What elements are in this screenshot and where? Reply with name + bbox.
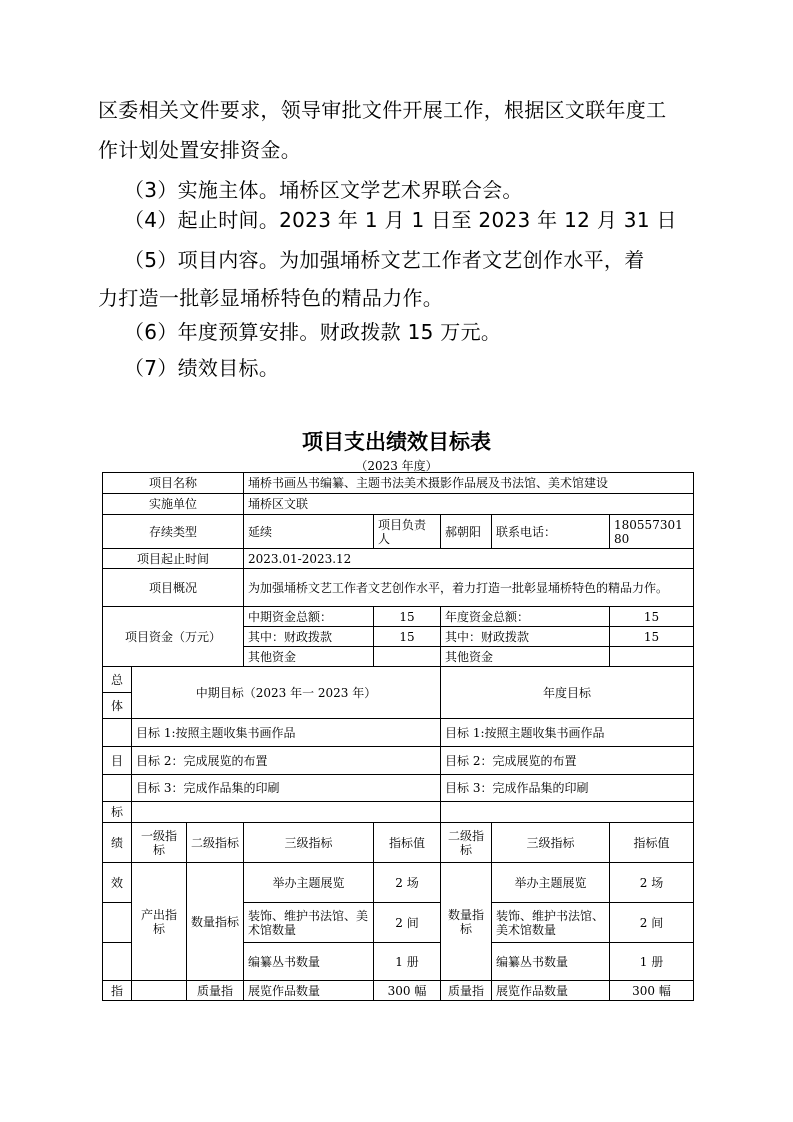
indicator-name: 装饰、维护书法馆、美术馆数量 — [492, 903, 610, 943]
indicator-name: 举办主题展览 — [244, 863, 374, 903]
indicator-side-char: 效 — [103, 863, 132, 903]
year-goal-item: 目标 1:按照主题收集书画作品 — [441, 719, 694, 747]
leader-value: 郝朝阳 — [441, 515, 492, 549]
quality-indicator-label: 质量指 — [441, 981, 492, 1001]
type-value: 延续 — [244, 515, 374, 549]
indicator-value: 2 场 — [610, 863, 694, 903]
type-label: 存续类型 — [103, 515, 244, 549]
year-goal-blank — [441, 802, 694, 823]
phone-label: 联系电话： — [492, 515, 610, 549]
quantity-indicator-label: 数量指标 — [187, 863, 244, 981]
phone-value: 18055730180 — [610, 515, 694, 549]
table-row — [103, 607, 694, 627]
table-subtitle: （2023 年度） — [355, 459, 438, 473]
level3-header: 三级指标 — [492, 823, 610, 863]
paragraph-line: （4）起止时间。2023 年 1 月 1 日至 2023 年 12 月 31 日 — [124, 208, 677, 232]
year-other-value — [610, 647, 694, 667]
goal-side-char — [103, 775, 132, 802]
mid-other-value — [374, 647, 441, 667]
table-row — [103, 494, 694, 515]
period-label: 项目起止时间 — [103, 549, 244, 569]
output-indicator-label: 产出指标 — [132, 863, 187, 981]
year-total-label: 年度资金总额： — [441, 607, 610, 627]
indicator-name: 编纂丛书数量 — [492, 943, 610, 981]
indicator-side-char — [103, 903, 132, 943]
level3-header: 三级指标 — [244, 823, 374, 863]
quantity-indicator-label: 数量指标 — [441, 863, 492, 981]
indicator-value: 1 册 — [374, 943, 441, 981]
mid-total-label: 中期资金总额： — [244, 607, 374, 627]
value-header: 指标值 — [610, 823, 694, 863]
goal-side-char: 总 — [103, 667, 132, 693]
table-row — [103, 667, 694, 693]
indicator-value: 1 册 — [610, 943, 694, 981]
project-name-label: 项目名称 — [103, 473, 244, 494]
mid-goal-item: 目标 3：完成作品集的印刷 — [132, 775, 441, 802]
year-goal-item: 目标 2：完成展览的布置 — [441, 747, 694, 775]
level2-header: 二级指标 — [187, 823, 244, 863]
indicator-value: 300 幅 — [610, 981, 694, 1001]
project-name-value: 埇桥书画丛书编纂、主题书法美术摄影作品展及书法馆、美术馆建设 — [244, 473, 694, 494]
table-row — [103, 473, 694, 494]
table-row — [103, 981, 694, 1001]
level1-header: 一级指标 — [132, 823, 187, 863]
mid-other-label: 其他资金 — [244, 647, 374, 667]
paragraph-line: 作计划处置安排资金。 — [98, 138, 301, 162]
table-row — [103, 823, 694, 863]
table-row — [103, 775, 694, 802]
year-goal-header: 年度目标 — [441, 667, 694, 719]
overview-label: 项目概况 — [103, 569, 244, 607]
paragraph-line: （6）年度预算安排。财政拨款 15 万元。 — [124, 320, 502, 344]
mid-goal-header: 中期目标（2023 年一 2023 年） — [132, 667, 441, 719]
table-row — [103, 747, 694, 775]
year-fiscal-label: 其中：财政拨款 — [441, 627, 610, 647]
indicator-value: 2 间 — [374, 903, 441, 943]
indicator-value: 300 幅 — [374, 981, 441, 1001]
mid-goal-blank — [132, 802, 441, 823]
period-value: 2023.01-2023.12 — [244, 549, 694, 569]
output-indicator-continued — [132, 981, 187, 1001]
leader-label: 项目负责人 — [374, 515, 441, 549]
year-fiscal-value: 15 — [610, 627, 694, 647]
goal-side-char: 体 — [103, 693, 132, 719]
paragraph-line: 区委相关文件要求，领导审批文件开展工作，根据区文联年度工 — [98, 98, 667, 122]
paragraph-line: （7）绩效目标。 — [124, 356, 280, 380]
table-row — [103, 569, 694, 607]
table-row — [103, 515, 694, 549]
paragraph-line: （3）实施主体。埇桥区文学艺术界联合会。 — [124, 178, 523, 202]
indicator-name: 装饰、维护书法馆、美术馆数量 — [244, 903, 374, 943]
indicator-value: 2 场 — [374, 863, 441, 903]
quality-indicator-label: 质量指 — [187, 981, 244, 1001]
year-goal-item: 目标 3：完成作品集的印刷 — [441, 775, 694, 802]
paragraph-line: （5）项目内容。为加强埇桥文艺工作者文艺创作水平，着 — [124, 248, 645, 272]
performance-target-table — [102, 472, 694, 1001]
mid-total-value: 15 — [374, 607, 441, 627]
table-row — [103, 802, 694, 823]
year-total-value: 15 — [610, 607, 694, 627]
indicator-name: 编纂丛书数量 — [244, 943, 374, 981]
funds-label: 项目资金（万元） — [103, 607, 244, 667]
indicator-side-char: 绩 — [103, 823, 132, 863]
table-row — [103, 719, 694, 747]
indicator-name: 展览作品数量 — [492, 981, 610, 1001]
goal-side-char: 目 — [103, 747, 132, 775]
mid-fiscal-label: 其中：财政拨款 — [244, 627, 374, 647]
table-row — [103, 549, 694, 569]
goal-side-char: 标 — [103, 802, 132, 823]
indicator-name: 举办主题展览 — [492, 863, 610, 903]
level2-header: 二级指标 — [441, 823, 492, 863]
paragraph-line: 力打造一批彰显埇桥特色的精品力作。 — [98, 286, 444, 310]
table-title: 项目支出绩效目标表 — [302, 430, 491, 454]
unit-value: 埇桥区文联 — [244, 494, 694, 515]
indicator-side-char — [103, 943, 132, 981]
goal-side-char — [103, 719, 132, 747]
overview-value: 为加强埇桥文艺工作者文艺创作水平，着力打造一批彰显埇桥特色的精品力作。 — [244, 569, 694, 607]
indicator-side-char: 指 — [103, 981, 132, 1001]
unit-label: 实施单位 — [103, 494, 244, 515]
year-other-label: 其他资金 — [441, 647, 610, 667]
table-row — [103, 863, 694, 903]
indicator-value: 2 间 — [610, 903, 694, 943]
value-header: 指标值 — [374, 823, 441, 863]
mid-fiscal-value: 15 — [374, 627, 441, 647]
mid-goal-item: 目标 1:按照主题收集书画作品 — [132, 719, 441, 747]
mid-goal-item: 目标 2：完成展览的布置 — [132, 747, 441, 775]
indicator-name: 展览作品数量 — [244, 981, 374, 1001]
